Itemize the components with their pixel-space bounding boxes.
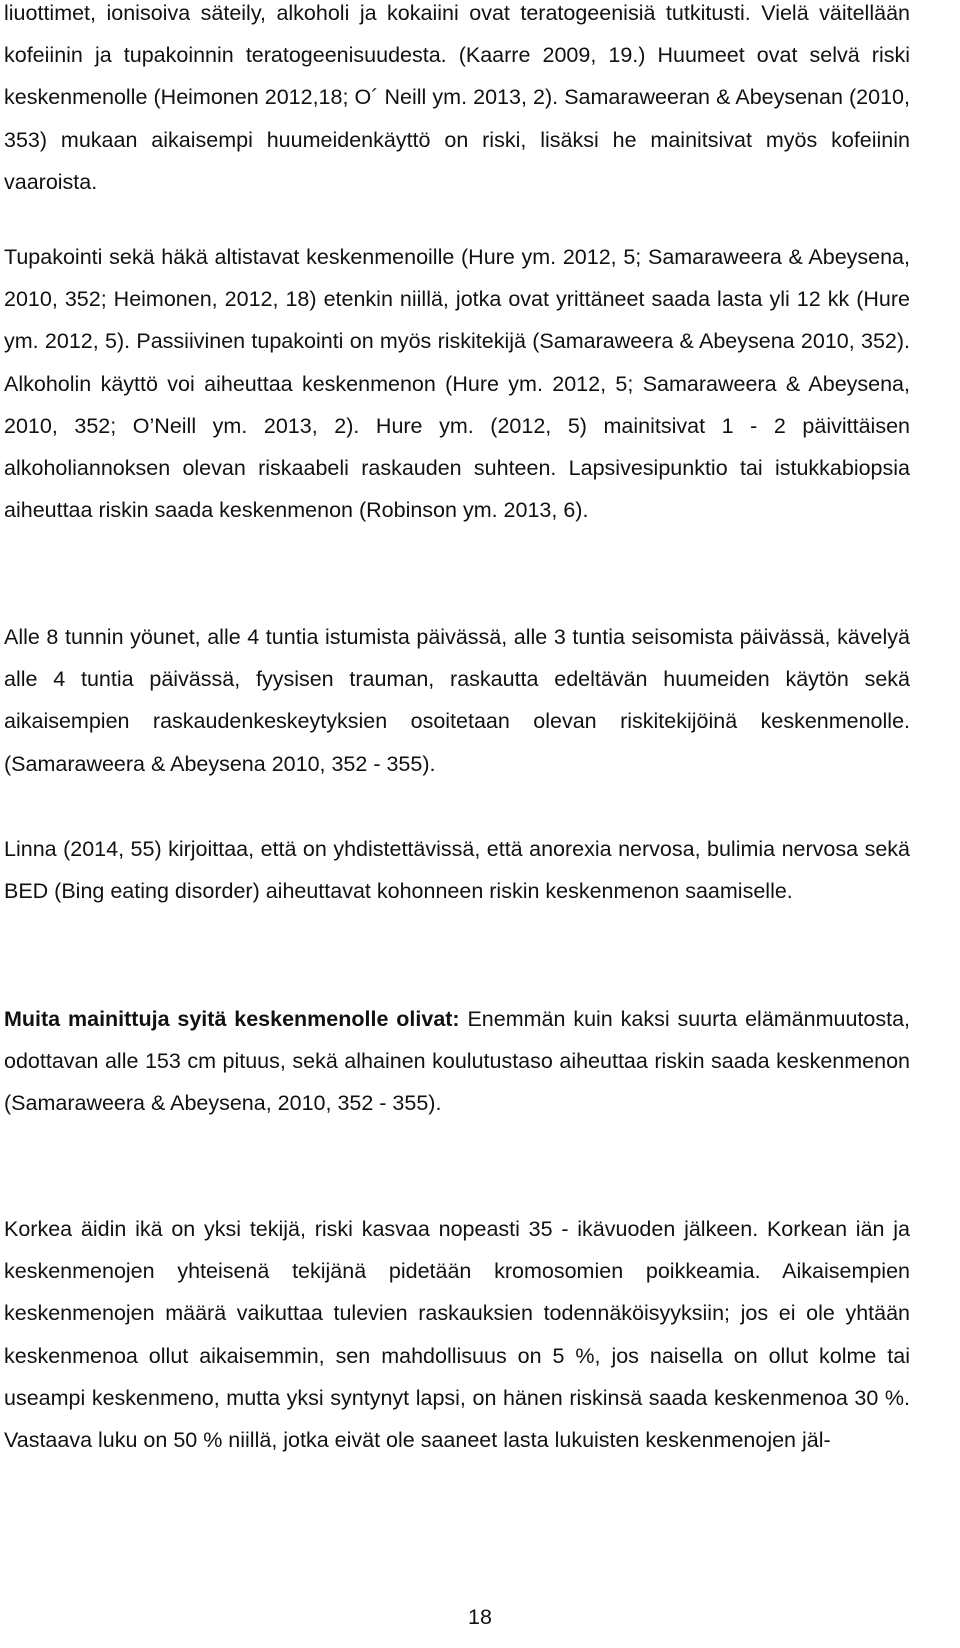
- paragraph-smoking: [4, 236, 910, 531]
- paragraph-text: liuottimet, ionisoiva säteily, alkoholi ja kokaiini ovat teratogeenisiä tutkitusti. Vielä väitellään kofeiinin ja tupakoinnin teratogeenisuudesta. (Kaarre 2009, 19.) Huumeet ovat selvä riski keskenmenolle (Heimonen 2012,18; O´ Neill ym. 2013, 2). Samaraweeran & Abeysenan (2010, 353) mukaan aikaisempi huumeidenkäyttö on riski, lisäksi he mainitsivat myös kofeiinin vaaroista.: [4, 1, 910, 194]
- paragraph-text: Tupakointi sekä häkä altistavat keskenmenoille (Hure ym. 2012, 5; Samaraweera & Abeysena, 2010, 352; Heimonen, 2012, 18) etenkin niillä, jotka ovat yrittäneet saada lasta yli 12 kk (Hure ym. 2012, 5). Passiivinen tupakointi on myös riskitekijä (Samaraweera & Abeysena 2010, 352). Alkoholin käyttö voi aiheuttaa keskenmenon (Hure ym. 2012, 5; Samaraweera & Abeysena, 2010, 352; O’Neill ym. 2013, 2). Hure ym. (2012, 5) mainitsivat 1 - 2 päivittäisen alkoholiannoksen olevan riskaabeli raskauden suhteen. Lapsivesipunktio tai istukkabiopsia aiheuttaa riskin saada keskenmenon (Robinson ym. 2013, 6).: [4, 245, 910, 523]
- paragraph-text: [4, 998, 910, 1125]
- paragraph-body: Enemmän kuin kaksi suurta elämänmuutosta, odottavan alle 153 cm pituus, sekä alhainen koulutustaso aiheuttaa riskin saada keskenmenon (Samaraweera & Abeysena, 2010, 352 - 355).: [4, 1007, 911, 1116]
- paragraph-maternal-age: [4, 1208, 910, 1461]
- paragraph-text: Alle 8 tunnin yöunet, alle 4 tuntia istumista päivässä, alle 3 tuntia seisomista päivässä, kävelyä alle 4 tuntia päivässä, fyysisen trauman, raskautta edeltävän huumeiden käytön sekä aikaisempien raskaudenkeskeytyksien osoitetaan olevan riskitekijöinä keskenmenolle. (Samaraweera & Abeysena 2010, 352 - 355).: [4, 625, 910, 776]
- paragraph-eating-disorders: [4, 828, 910, 912]
- paragraph-lead: Muita mainittuja syitä keskenmenolle olivat:: [4, 1007, 460, 1031]
- paragraph-lifestyle-risks: [4, 616, 910, 785]
- page-number: 18: [468, 1605, 492, 1629]
- paragraph-text: Linna (2014, 55) kirjoittaa, että on yhdistettävissä, että anorexia nervosa, bulimia nervosa sekä BED (Bing eating disorder) aiheuttavat kohonneen riskin keskenmenon saamiselle.: [4, 837, 910, 904]
- paragraph-teratogens: [4, 0, 910, 203]
- paragraph-text: Korkea äidin ikä on yksi tekijä, riski kasvaa nopeasti 35 - ikävuoden jälkeen. Korkean iän ja keskenmenojen yhteisenä tekijänä pidetään kromosomien poikkeamia. Aikaisempien keskenmenojen määrä vaikuttaa tulevien raskauksien todennäköisyyksiin; jos ei ole yhtään keskenmenoa ollut aikaisemmin, sen mahdollisuus on 5 %, jos naisella on ollut kolme tai useampi keskenmeno, mutta yksi syntynyt lapsi, on hänen riskinsä saada keskenmenoa 30 %. Vastaava luku on 50 % niillä, jotka eivät ole saaneet lasta lukuisten keskenmenojen jäl-: [4, 1217, 910, 1453]
- paragraph-other-causes: [4, 998, 910, 1125]
